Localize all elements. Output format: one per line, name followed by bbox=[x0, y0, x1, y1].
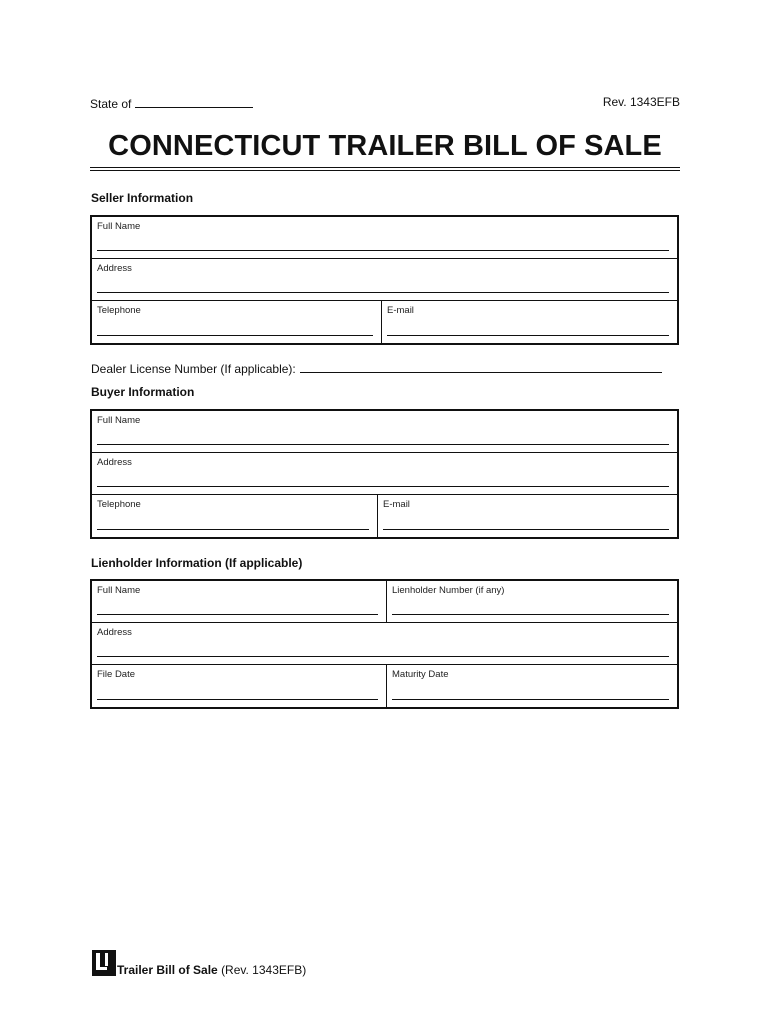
lienholder-number-label: Lienholder Number (if any) bbox=[392, 585, 505, 596]
lienholder-dates-row bbox=[92, 665, 677, 707]
seller-contact-row bbox=[92, 301, 677, 343]
buyer-contact-row bbox=[92, 495, 677, 537]
state-blank[interactable] bbox=[135, 95, 253, 108]
dealer-license-field bbox=[91, 360, 662, 376]
revision-label: Rev. 1343EFB bbox=[602, 95, 680, 109]
lawdistrict-logo-icon bbox=[92, 950, 116, 976]
seller-address-cell[interactable] bbox=[92, 259, 677, 300]
lienholder-number-cell[interactable] bbox=[386, 581, 677, 622]
dealer-license-blank[interactable] bbox=[300, 360, 662, 373]
lienholder-full-name-cell[interactable] bbox=[92, 581, 386, 622]
footer-text bbox=[117, 963, 306, 977]
buyer-full-name-cell[interactable] bbox=[92, 411, 677, 452]
seller-address-row bbox=[92, 259, 677, 301]
buyer-full-name-label: Full Name bbox=[97, 415, 141, 426]
buyer-full-name-line bbox=[97, 444, 669, 445]
buyer-box bbox=[90, 409, 679, 539]
seller-heading: Seller Information bbox=[91, 191, 194, 205]
seller-telephone-line bbox=[97, 335, 373, 336]
buyer-full-name-row bbox=[92, 411, 677, 453]
buyer-address-line bbox=[97, 486, 669, 487]
lienholder-heading: Lienholder Information (If applicable) bbox=[91, 556, 303, 570]
buyer-address-label: Address bbox=[97, 457, 132, 468]
title-rule-bottom bbox=[90, 170, 680, 171]
seller-full-name-cell[interactable] bbox=[92, 217, 677, 258]
lienholder-full-name-label: Full Name bbox=[97, 585, 141, 596]
lienholder-address-row bbox=[92, 623, 677, 665]
lienholder-full-name-line bbox=[97, 614, 378, 615]
dealer-license-label: Dealer License Number (If applicable): bbox=[91, 362, 296, 376]
seller-address-label: Address bbox=[97, 263, 132, 274]
header-line bbox=[90, 95, 680, 113]
lienholder-box bbox=[90, 579, 679, 709]
seller-full-name-row bbox=[92, 217, 677, 259]
lienholder-file-date-label: File Date bbox=[97, 669, 136, 680]
seller-telephone-label: Telephone bbox=[97, 305, 141, 316]
lienholder-file-date-cell[interactable] bbox=[92, 665, 386, 707]
seller-full-name-label: Full Name bbox=[97, 221, 141, 232]
lienholder-name-row bbox=[92, 581, 677, 623]
lienholder-maturity-date-line bbox=[392, 699, 669, 700]
seller-email-label: E-mail bbox=[387, 305, 414, 316]
lienholder-maturity-date-cell[interactable] bbox=[386, 665, 677, 707]
footer-revision: (Rev. 1343EFB) bbox=[221, 963, 307, 977]
footer-doc-name: Trailer Bill of Sale bbox=[117, 963, 218, 977]
state-label: State of bbox=[90, 97, 132, 111]
state-field bbox=[90, 95, 253, 111]
title-rule-top bbox=[90, 167, 680, 168]
seller-telephone-cell[interactable] bbox=[92, 301, 381, 343]
buyer-address-cell[interactable] bbox=[92, 453, 677, 494]
lienholder-address-cell[interactable] bbox=[92, 623, 677, 664]
lienholder-address-label: Address bbox=[97, 627, 132, 638]
lienholder-number-line bbox=[392, 614, 669, 615]
buyer-email-cell[interactable] bbox=[377, 495, 677, 537]
buyer-email-label: E-mail bbox=[383, 499, 410, 510]
seller-email-line bbox=[387, 335, 669, 336]
lienholder-maturity-date-label: Maturity Date bbox=[392, 669, 449, 680]
buyer-telephone-cell[interactable] bbox=[92, 495, 377, 537]
seller-address-line bbox=[97, 292, 669, 293]
lienholder-address-line bbox=[97, 656, 669, 657]
lienholder-file-date-line bbox=[97, 699, 378, 700]
document-title: CONNECTICUT TRAILER BILL OF SALE bbox=[108, 130, 662, 162]
buyer-heading: Buyer Information bbox=[91, 385, 195, 399]
buyer-address-row bbox=[92, 453, 677, 495]
buyer-telephone-line bbox=[97, 529, 369, 530]
seller-box bbox=[90, 215, 679, 345]
buyer-email-line bbox=[383, 529, 669, 530]
buyer-telephone-label: Telephone bbox=[97, 499, 141, 510]
seller-full-name-line bbox=[97, 250, 669, 251]
seller-email-cell[interactable] bbox=[381, 301, 677, 343]
